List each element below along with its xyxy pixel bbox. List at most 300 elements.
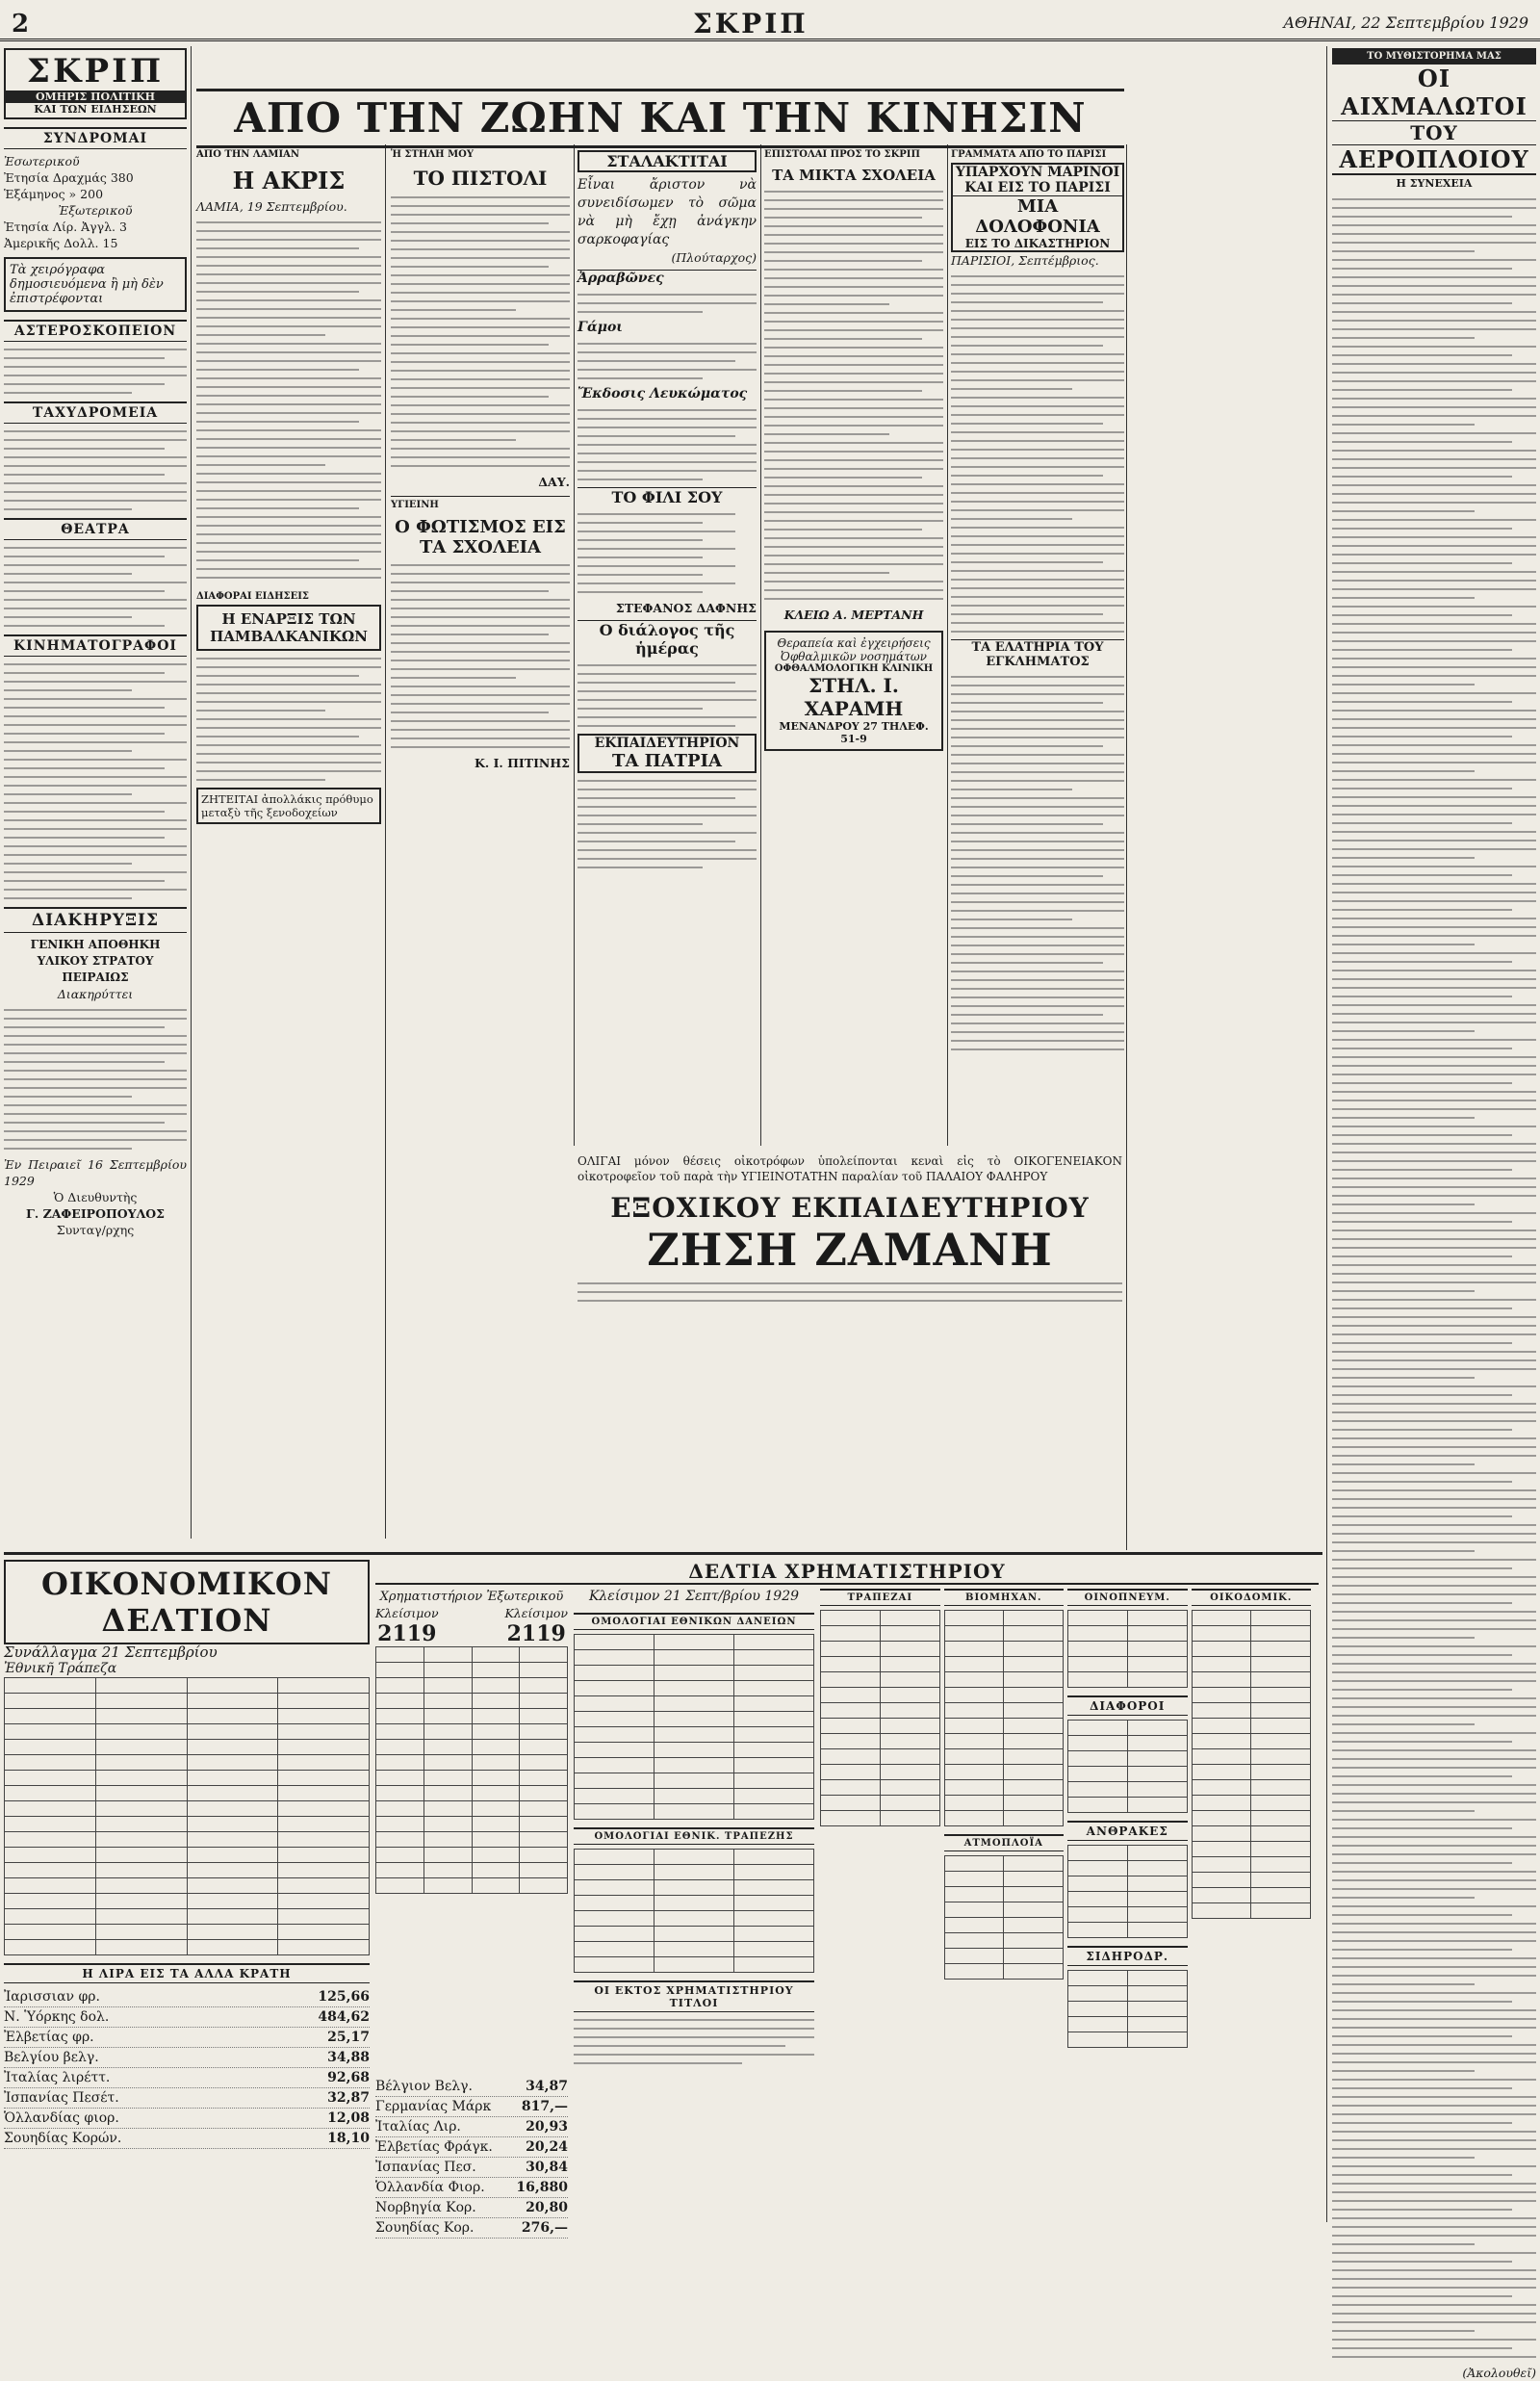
stocks-table: [1067, 1845, 1188, 1938]
table-cell: [1004, 1703, 1064, 1719]
table-cell: [575, 1927, 654, 1942]
table-row: [575, 1880, 814, 1896]
table-row: [944, 1780, 1064, 1796]
table-cell: [1004, 1949, 1064, 1964]
table-cell: [1127, 1846, 1187, 1861]
table-cell: [1251, 1780, 1311, 1796]
table-cell: [1004, 1933, 1064, 1949]
table-cell: [734, 1927, 814, 1942]
text-block: [951, 275, 1124, 633]
table-cell: [95, 1694, 187, 1709]
table-cell: [1251, 1719, 1311, 1734]
table-cell: [520, 1755, 568, 1771]
article-title-box: [951, 163, 1124, 252]
table-cell: [734, 1712, 814, 1727]
clinic-ad-line: Θεραπεία καὶ ἐγχειρήσεις Ὀφθαλμικῶν νοσημάτων: [777, 636, 931, 663]
article-title: ΕΙΣ ΤΟ ΔΙΚΑΣΤΗΡΙΟΝ: [964, 237, 1111, 250]
table-row: [821, 1780, 940, 1796]
rate-row: [375, 2097, 568, 2117]
text-block: [574, 2019, 814, 2064]
table-cell: [575, 1635, 654, 1650]
table-cell: [472, 1694, 520, 1709]
page-number: 2: [12, 10, 30, 39]
table-cell: [1004, 1688, 1064, 1703]
table-cell: [654, 1896, 734, 1911]
table-cell: [575, 1758, 654, 1773]
other-rates-heading: Η ΛΙΡΑ ΕΙΣ ΤΑ ΑΛΛΑ ΚΡΑΤΗ: [4, 1963, 370, 1983]
table-cell: [1192, 1611, 1251, 1626]
table-cell: [880, 1811, 939, 1826]
table-row: [944, 1887, 1064, 1902]
rate-name: Ἰσπανίας Πεσ.: [375, 2160, 476, 2175]
masthead-sub: ΚΑΙ ΤΩΝ ΕΙΔΗΣΕΩΝ: [34, 103, 157, 116]
page-header: [0, 6, 1540, 41]
rate-value: 20,80: [526, 2200, 568, 2215]
table-row: [944, 1734, 1064, 1749]
table-cell: [472, 1755, 520, 1771]
table-row: [944, 1688, 1064, 1703]
table-cell: [1127, 1672, 1187, 1688]
table-cell: [278, 1863, 370, 1878]
column-rule: [1326, 46, 1327, 2222]
serial-continuation: Η ΣΥΝΕΧΕΙΑ: [1396, 177, 1473, 190]
text-block: [4, 663, 187, 899]
table-row: [5, 1894, 370, 1909]
table-row: [376, 1878, 568, 1894]
table-cell: [654, 1650, 734, 1666]
finance-right: [375, 1560, 1319, 2236]
tender-rank: Συνταγ/ρχης: [56, 1223, 135, 1237]
table-cell: [654, 1758, 734, 1773]
table-cell: [520, 1724, 568, 1740]
rate-row: [4, 2048, 370, 2068]
rate-value: 12,08: [327, 2110, 370, 2126]
table-cell: [278, 1771, 370, 1786]
foreign-bourse-values: [375, 1605, 568, 1646]
table-row: [1192, 1611, 1311, 1626]
table-cell: [376, 1755, 424, 1771]
table-cell: [575, 1666, 654, 1681]
table-row: [821, 1642, 940, 1657]
text-block: [196, 221, 381, 579]
serial-novel: [1332, 48, 1536, 2380]
table-cell: [654, 1850, 734, 1865]
table-cell: [1192, 1734, 1251, 1749]
tender-announce: Διακηρύττει: [57, 987, 134, 1001]
table-cell: [1068, 1611, 1128, 1626]
table-cell: [880, 1734, 939, 1749]
table-cell: [424, 1694, 472, 1709]
table-cell: [944, 1657, 1004, 1672]
table-row: [5, 1694, 370, 1709]
table-cell: [424, 1740, 472, 1755]
table-cell: [654, 1942, 734, 1957]
table-cell: [821, 1811, 881, 1826]
table-cell: [944, 1856, 1004, 1872]
table-cell: [1192, 1765, 1251, 1780]
school-ad-text: ΟΛΙΓΑΙ μόνον θέσεις οἰκοτρόφων ὑπολείπονται κεναὶ εἰς τὸ ΟΙΚΟΓΕΝΕΙΑΚΟΝ οἰκοτροφεῖον τοῦ παρὰ τὴν ΥΓΙΕΙΝΟΤΑΤΗΝ παραλίαν τοῦ ΠΑΛΑΙΟΥ ΦΑΛΗΡΟΥ: [578, 1154, 1122, 1183]
exchange-table: [4, 1677, 370, 1955]
table-cell: [1068, 1971, 1128, 1986]
column-rule: [760, 144, 761, 1146]
table-cell: [424, 1663, 472, 1678]
table-cell: [376, 1832, 424, 1848]
school-label: ΕΚΠΑΙΔΕΥΤΗΡΙΟΝ: [594, 736, 740, 751]
table-row: [1192, 1642, 1311, 1657]
serial-title: ΤΟΥ: [1410, 121, 1458, 144]
table-cell: [1251, 1688, 1311, 1703]
table-cell: [654, 1773, 734, 1789]
rate-row: [375, 2218, 568, 2239]
section-heading: ΚΙΝΗΜΑΤΟΓΡΑΦΟΙ: [4, 634, 187, 657]
table-cell: [1068, 1657, 1128, 1672]
table-cell: [187, 1740, 278, 1755]
table-cell: [472, 1709, 520, 1724]
table-cell: [1068, 2017, 1128, 2032]
table-row: [1068, 2017, 1188, 2032]
article-title: Η ΑΚΡΙΣ: [232, 167, 346, 194]
table-row: [944, 1796, 1064, 1811]
bourse-row: [375, 1589, 1319, 2071]
table-cell: [5, 1925, 96, 1940]
text-block: [578, 409, 757, 480]
table-cell: [821, 1642, 881, 1657]
table-cell: [187, 1786, 278, 1801]
table-cell: [575, 1773, 654, 1789]
table-cell: [575, 1789, 654, 1804]
rate-row: [375, 2158, 568, 2178]
table-cell: [654, 1696, 734, 1712]
table-cell: [278, 1925, 370, 1940]
rate-row: [375, 2198, 568, 2218]
subsection-heading: ΤΑ ΕΛΑΤΗΡΙΑ ΤΟΥ ΕΓΚΛΗΜΑΤΟΣ: [951, 639, 1124, 669]
table-row: [5, 1709, 370, 1724]
table-cell: [95, 1925, 187, 1940]
table-cell: [1068, 1736, 1128, 1751]
close-label: Κλείσιμον: [504, 1606, 568, 1620]
table-cell: [95, 1848, 187, 1863]
table-cell: [1004, 1856, 1064, 1872]
banner-title: ΑΠΟ ΤΗΝ ΖΩΗΝ ΚΑΙ ΤΗΝ ΚΙΝΗΣΙΝ: [234, 94, 1087, 142]
text-block: [951, 676, 1124, 1050]
table-cell: [654, 1911, 734, 1927]
table-cell: [520, 1832, 568, 1848]
table-cell: [654, 1957, 734, 1973]
text-block: [578, 780, 757, 868]
table-cell: [1251, 1703, 1311, 1719]
open-value: 2119: [377, 1621, 437, 1646]
table-cell: [187, 1678, 278, 1694]
table-row: [1068, 2032, 1188, 2048]
table-cell: [944, 1964, 1004, 1980]
table-cell: [376, 1848, 424, 1863]
table-cell: [1127, 1892, 1187, 1907]
table-cell: [575, 1957, 654, 1973]
table-row: [1192, 1734, 1311, 1749]
table-cell: [278, 1801, 370, 1817]
table-cell: [1251, 1857, 1311, 1873]
table-row: [1068, 1876, 1188, 1892]
table-cell: [472, 1786, 520, 1801]
table-cell: [1251, 1611, 1311, 1626]
table-cell: [5, 1694, 96, 1709]
table-row: [376, 1694, 568, 1709]
table-row: [944, 1657, 1064, 1672]
table-cell: [1251, 1765, 1311, 1780]
stocks-table: [1067, 1970, 1188, 2048]
table-cell: [1251, 1903, 1311, 1919]
table-cell: [1251, 1842, 1311, 1857]
table-cell: [95, 1817, 187, 1832]
section-banner: [196, 89, 1124, 148]
table-cell: [278, 1848, 370, 1863]
table-cell: [880, 1780, 939, 1796]
table-row: [5, 1940, 370, 1955]
table-row: [821, 1811, 940, 1826]
subsection-heading: Ἀρραβῶνες: [578, 270, 757, 287]
rate-value: 32,87: [327, 2090, 370, 2106]
table-cell: [424, 1771, 472, 1786]
table-cell: [1068, 1986, 1128, 2002]
bourse-heading: ΔΕΛΤΙΑ ΧΡΗΜΑΤΙΣΤΗΡΙΟΥ: [375, 1560, 1319, 1585]
table-cell: [1192, 1873, 1251, 1888]
article-pistoli: [391, 146, 570, 1148]
poem-signature: ΣΤΕΦΑΝΟΣ ΔΑΦΝΗΣ: [615, 601, 757, 615]
table-cell: [472, 1832, 520, 1848]
table-cell: [424, 1724, 472, 1740]
rate-name: Βέλγιον Βελγ.: [375, 2079, 473, 2094]
table-row: [1068, 1923, 1188, 1938]
table-cell: [95, 1771, 187, 1786]
bonds-block: [574, 1589, 814, 2071]
rate-row: [4, 2109, 370, 2129]
table-cell: [1127, 1798, 1187, 1813]
table-cell: [734, 1911, 814, 1927]
table-cell: [944, 1765, 1004, 1780]
table-row: [944, 1765, 1064, 1780]
table-cell: [1004, 1611, 1064, 1626]
table-cell: [1127, 1642, 1187, 1657]
table-cell: [520, 1709, 568, 1724]
subscriptions-annual-foreign: Ἐτησία Λίρ. Ἀγγλ. 3: [4, 220, 127, 234]
rate-row: [4, 2028, 370, 2048]
titles-heading: ΟΙ ΕΚΤΟΣ ΧΡΗΜΑΤΙΣΤΗΡΙΟΥ ΤΙΤΛΟΙ: [574, 1980, 814, 2012]
article-title: Ο ΦΩΤΙΣΜΟΣ ΕΙΣ ΤΑ ΣΧΟΛΕΙΑ: [395, 517, 566, 557]
table-row: [821, 1749, 940, 1765]
rate-name: Βελγίου βελγ.: [4, 2050, 99, 2065]
table-cell: [95, 1863, 187, 1878]
table-row: [5, 1740, 370, 1755]
table-cell: [654, 1880, 734, 1896]
table-cell: [95, 1740, 187, 1755]
table-cell: [880, 1688, 939, 1703]
section-heading: ΑΣΤΕΡΟΣΚΟΠΕΙΟΝ: [4, 320, 187, 342]
table-cell: [278, 1909, 370, 1925]
table-cell: [1251, 1796, 1311, 1811]
table-cell: [187, 1817, 278, 1832]
table-cell: [95, 1832, 187, 1848]
table-cell: [5, 1678, 96, 1694]
table-cell: [5, 1878, 96, 1894]
table-cell: [95, 1909, 187, 1925]
table-cell: [880, 1749, 939, 1765]
table-cell: [1068, 1672, 1128, 1688]
subscriptions-america: Ἀμερικῆς Δολλ. 15: [4, 236, 118, 250]
table-cell: [1192, 1826, 1251, 1842]
table-cell: [821, 1719, 881, 1734]
table-row: [1192, 1719, 1311, 1734]
rate-row: [375, 2178, 568, 2198]
table-cell: [1251, 1642, 1311, 1657]
table-cell: [575, 1696, 654, 1712]
table-row: [5, 1801, 370, 1817]
table-cell: [734, 1789, 814, 1804]
table-row: [1192, 1857, 1311, 1873]
table-cell: [95, 1724, 187, 1740]
stocks-heading: ΑΤΜΟΠΛΟΪΑ: [944, 1834, 1065, 1851]
table-cell: [944, 1933, 1004, 1949]
table-row: [575, 1804, 814, 1820]
table-cell: [821, 1688, 881, 1703]
table-cell: [1127, 1971, 1187, 1986]
table-row: [575, 1789, 814, 1804]
table-cell: [472, 1817, 520, 1832]
table-row: [944, 1719, 1064, 1734]
table-cell: [821, 1749, 881, 1765]
table-cell: [1004, 1642, 1064, 1657]
table-row: [944, 1642, 1064, 1657]
serial-title: ΟΙ ΑΙΧΜΑΛΩΤΟΙ: [1332, 65, 1536, 121]
table-row: [376, 1801, 568, 1817]
table-row: [376, 1678, 568, 1694]
table-cell: [734, 1666, 814, 1681]
rate-name: Ἰσπανίας Πεσέτ.: [4, 2090, 119, 2106]
table-cell: [187, 1709, 278, 1724]
table-row: [1192, 1703, 1311, 1719]
table-cell: [278, 1894, 370, 1909]
table-row: [376, 1771, 568, 1786]
clinic-ad: [764, 631, 943, 751]
table-cell: [1127, 1657, 1187, 1672]
table-row: [944, 1672, 1064, 1688]
table-row: [376, 1647, 568, 1663]
table-cell: [95, 1940, 187, 1955]
rate-name: Σουηδίας Κορ.: [375, 2220, 475, 2236]
table-row: [1068, 1626, 1188, 1642]
stocks-table: [1067, 1610, 1188, 1688]
table-cell: [278, 1724, 370, 1740]
table-row: [1068, 1907, 1188, 1923]
rate-name: Ὁλλανδία Φιορ.: [375, 2180, 485, 2195]
table-row: [5, 1771, 370, 1786]
bank-bonds-heading: ΟΜΟΛΟΓΙΑΙ ΕΘΝΙΚ. ΤΡΑΠΕΖΗΣ: [574, 1827, 814, 1845]
table-cell: [1004, 1672, 1064, 1688]
table-row: [1068, 1721, 1188, 1736]
quote-author: (Πλούταρχος): [671, 250, 757, 265]
table-row: [1068, 1986, 1188, 2002]
table-cell: [734, 1743, 814, 1758]
text-block: [391, 196, 570, 467]
table-row: [1068, 1782, 1188, 1798]
table-cell: [1068, 1767, 1128, 1782]
table-cell: [734, 1865, 814, 1880]
table-row: [5, 1848, 370, 1863]
article-stalaktitai: [578, 146, 757, 1148]
table-row: [821, 1688, 940, 1703]
table-row: [1192, 1811, 1311, 1826]
article-title: ΤΟ ΠΙΣΤΟΛΙ: [413, 167, 548, 190]
text-block: [578, 1282, 1122, 1302]
table-cell: [1004, 1765, 1064, 1780]
table-cell: [1127, 1782, 1187, 1798]
table-cell: [472, 1663, 520, 1678]
closing-heading: Κλείσιμον 21 Σεπτ/βρίου 1929: [588, 1589, 800, 1604]
rate-value: 34,88: [327, 2050, 370, 2065]
table-row: [5, 1724, 370, 1740]
rate-name: Ἐλβετίας Φράγκ.: [375, 2139, 493, 2155]
table-cell: [520, 1663, 568, 1678]
rate-value: 20,93: [526, 2119, 568, 2135]
table-cell: [520, 1817, 568, 1832]
table-row: [944, 1611, 1064, 1626]
table-cell: [5, 1786, 96, 1801]
table-cell: [575, 1880, 654, 1896]
table-row: [575, 1712, 814, 1727]
table-cell: [944, 1780, 1004, 1796]
table-cell: [880, 1703, 939, 1719]
table-cell: [1251, 1657, 1311, 1672]
table-row: [821, 1672, 940, 1688]
table-row: [376, 1863, 568, 1878]
table-row: [376, 1755, 568, 1771]
open-label: Κλείσιμον: [375, 1606, 439, 1620]
table-cell: [575, 1681, 654, 1696]
table-cell: [278, 1694, 370, 1709]
table-cell: [278, 1740, 370, 1755]
table-cell: [734, 1850, 814, 1865]
table-cell: [278, 1786, 370, 1801]
table-row: [376, 1740, 568, 1755]
school-name: ΤΑ ΠΑΤΡΙΑ: [612, 751, 722, 771]
table-cell: [821, 1796, 881, 1811]
table-cell: [1127, 1767, 1187, 1782]
school-ad-name: ΖΗΣΗ ΖΑΜΑΝΗ: [647, 1224, 1053, 1276]
rate-name: Ἰταλίας Λιρ.: [375, 2119, 461, 2135]
table-cell: [376, 1771, 424, 1786]
table-cell: [654, 1789, 734, 1804]
text-block: [578, 664, 757, 727]
table-cell: [575, 1865, 654, 1880]
table-cell: [520, 1678, 568, 1694]
table-cell: [944, 1734, 1004, 1749]
table-cell: [575, 1804, 654, 1820]
table-row: [1192, 1796, 1311, 1811]
table-cell: [1004, 1811, 1064, 1826]
section-rule: [4, 1552, 1322, 1555]
table-cell: [575, 1650, 654, 1666]
table-cell: [1192, 1626, 1251, 1642]
table-row: [944, 1703, 1064, 1719]
table-cell: [1251, 1873, 1311, 1888]
table-cell: [95, 1894, 187, 1909]
article-label: ΔΙΑΦΟΡΑΙ ΕΙΔΗΣΕΙΣ: [196, 591, 310, 602]
rate-value: 18,10: [327, 2131, 370, 2146]
table-cell: [1004, 1887, 1064, 1902]
table-row: [575, 1758, 814, 1773]
bank-heading: Ἐθνικῆ Τράπεζα: [4, 1661, 117, 1676]
table-cell: [1251, 1749, 1311, 1765]
serial-end: (Ἀκολουθεῖ): [1462, 2366, 1536, 2380]
